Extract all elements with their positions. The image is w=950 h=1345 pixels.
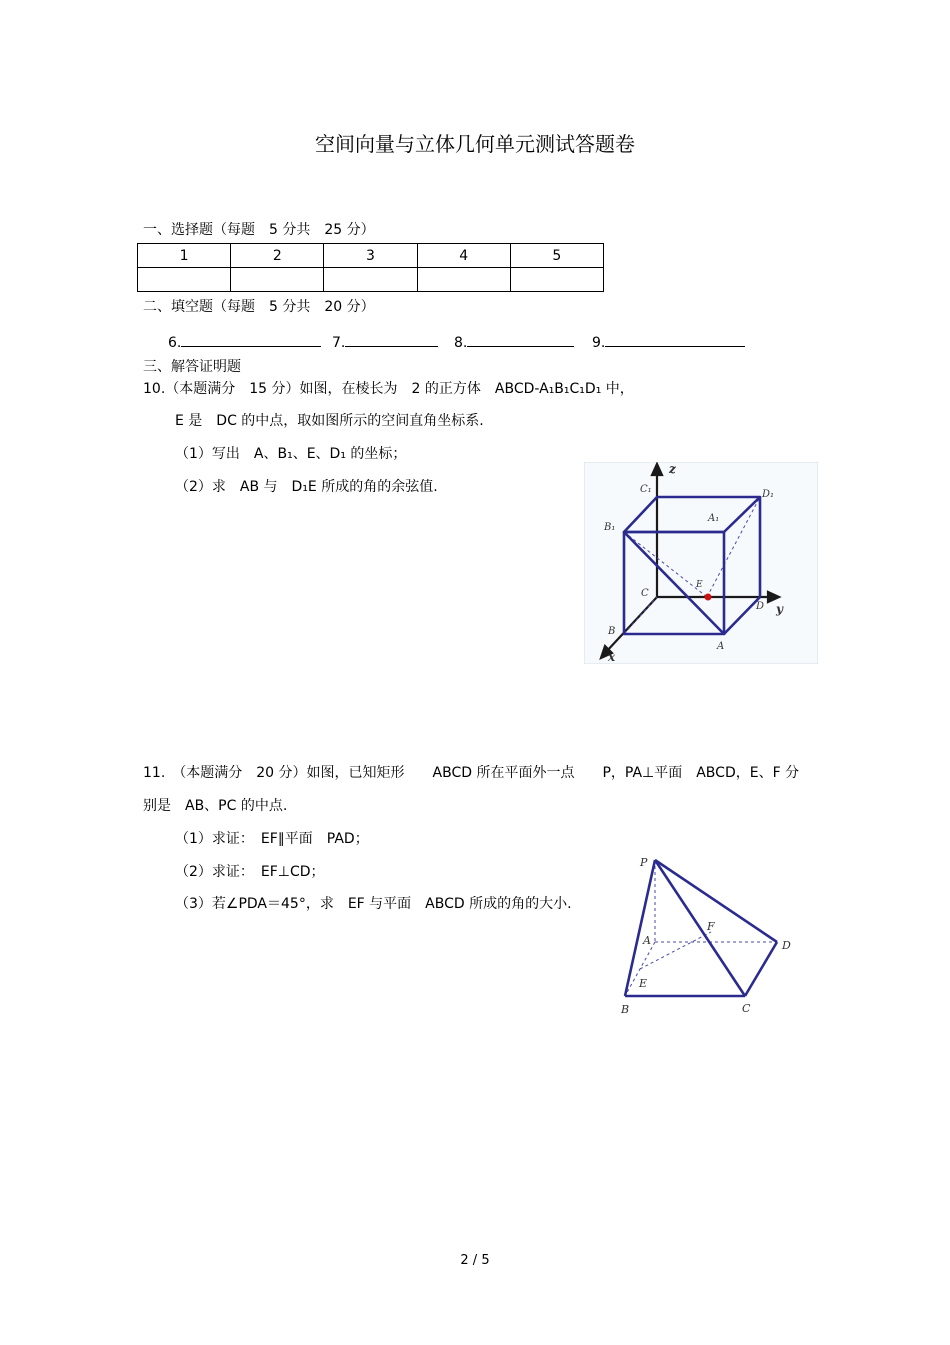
fill-blank[interactable] [467,332,574,347]
answer-cell[interactable] [231,268,324,292]
label-e: E [639,977,648,990]
table-header-cell: 2 [231,244,324,268]
answer-cell[interactable] [324,268,417,292]
label-a: A [643,934,651,947]
fill-number: 7. [332,335,346,351]
page-title: 空间向量与立体几何单元测试答题卷 [315,132,635,156]
table-header-cell: 5 [510,244,603,268]
label-d: D [756,601,765,612]
fill-blank[interactable] [181,332,321,347]
q11-part2: （2）求证： EF⊥CD； [175,864,325,880]
label-p: P [640,856,648,869]
table-header-cell: 4 [417,244,510,268]
table-header-row [138,244,604,268]
label-f: F [707,920,715,933]
cube-figure [584,462,818,664]
fill-item-9 [592,332,745,351]
y-axis-label: y [776,602,783,616]
fill-number: 6. [168,335,182,351]
edge-pc [655,860,745,996]
q11-part3: （3）若∠PDA＝45°，求 EF 与平面 ABCD 所成的角的大小. [175,896,572,912]
edge-cd [745,942,777,996]
table-answer-row [138,268,604,292]
q11-stem-line2: 别是 AB、PC 的中点. [143,798,288,814]
answer-cell[interactable] [510,268,603,292]
label-c: C [641,588,649,599]
label-b1: B₁ [604,522,616,533]
table-header-cell: 1 [138,244,231,268]
q10-stem-line2: E 是 DC 的中点，取如图所示的空间直角坐标系. [175,413,484,429]
section3-heading: 三、解答证明题 [143,359,241,375]
table-header-cell: 3 [324,244,417,268]
answer-cell[interactable] [138,268,231,292]
fill-number: 8. [454,335,468,351]
q10-stem-line1: 10.（本题满分 15 分）如图，在棱长为 2 的正方体 ABCD-A₁B₁C₁D₁ 中， [143,381,634,397]
edge-pd [655,860,777,942]
choice-answer-table [137,243,604,292]
point-e [705,594,712,601]
label-d1: D₁ [762,489,775,500]
q11-part1: （1）求证： EF∥平面 PAD； [175,831,369,847]
label-a: A [717,641,725,652]
fill-blank[interactable] [345,332,438,347]
q10-part2: （2）求 AB 与 D₁E 所成的角的余弦值. [175,479,438,495]
section1-heading: 一、选择题（每题 5 分共 25 分） [143,222,375,238]
q10-part1: （1）写出 A、B₁、E、D₁ 的坐标； [175,446,407,462]
pyramid-figure [615,850,805,1020]
fill-item-7 [332,332,438,351]
answer-cell[interactable] [417,268,510,292]
q11-stem-line1: 11. （本题满分 20 分）如图，已知矩形 ABCD 所在平面外一点 P，PA⊥平面 ABCD，E、F 分 [143,765,800,781]
label-a1: A₁ [708,513,720,524]
z-axis-label: z [669,462,676,476]
fill-blank[interactable] [605,332,745,347]
label-d: D [782,939,791,952]
x-axis-label: x [608,650,616,664]
label-c: C [742,1002,751,1015]
label-c1: C₁ [640,484,652,495]
label-b: B [621,1003,630,1016]
section2-heading: 二、填空题（每题 5 分共 20 分） [143,299,375,315]
fill-item-6 [168,332,321,351]
fill-number: 9. [592,335,606,351]
label-b: B [608,626,616,637]
page-number: 2 / 5 [460,1253,490,1268]
label-e: E [696,580,703,590]
fill-item-8 [454,332,574,351]
edge-pb [625,860,655,996]
